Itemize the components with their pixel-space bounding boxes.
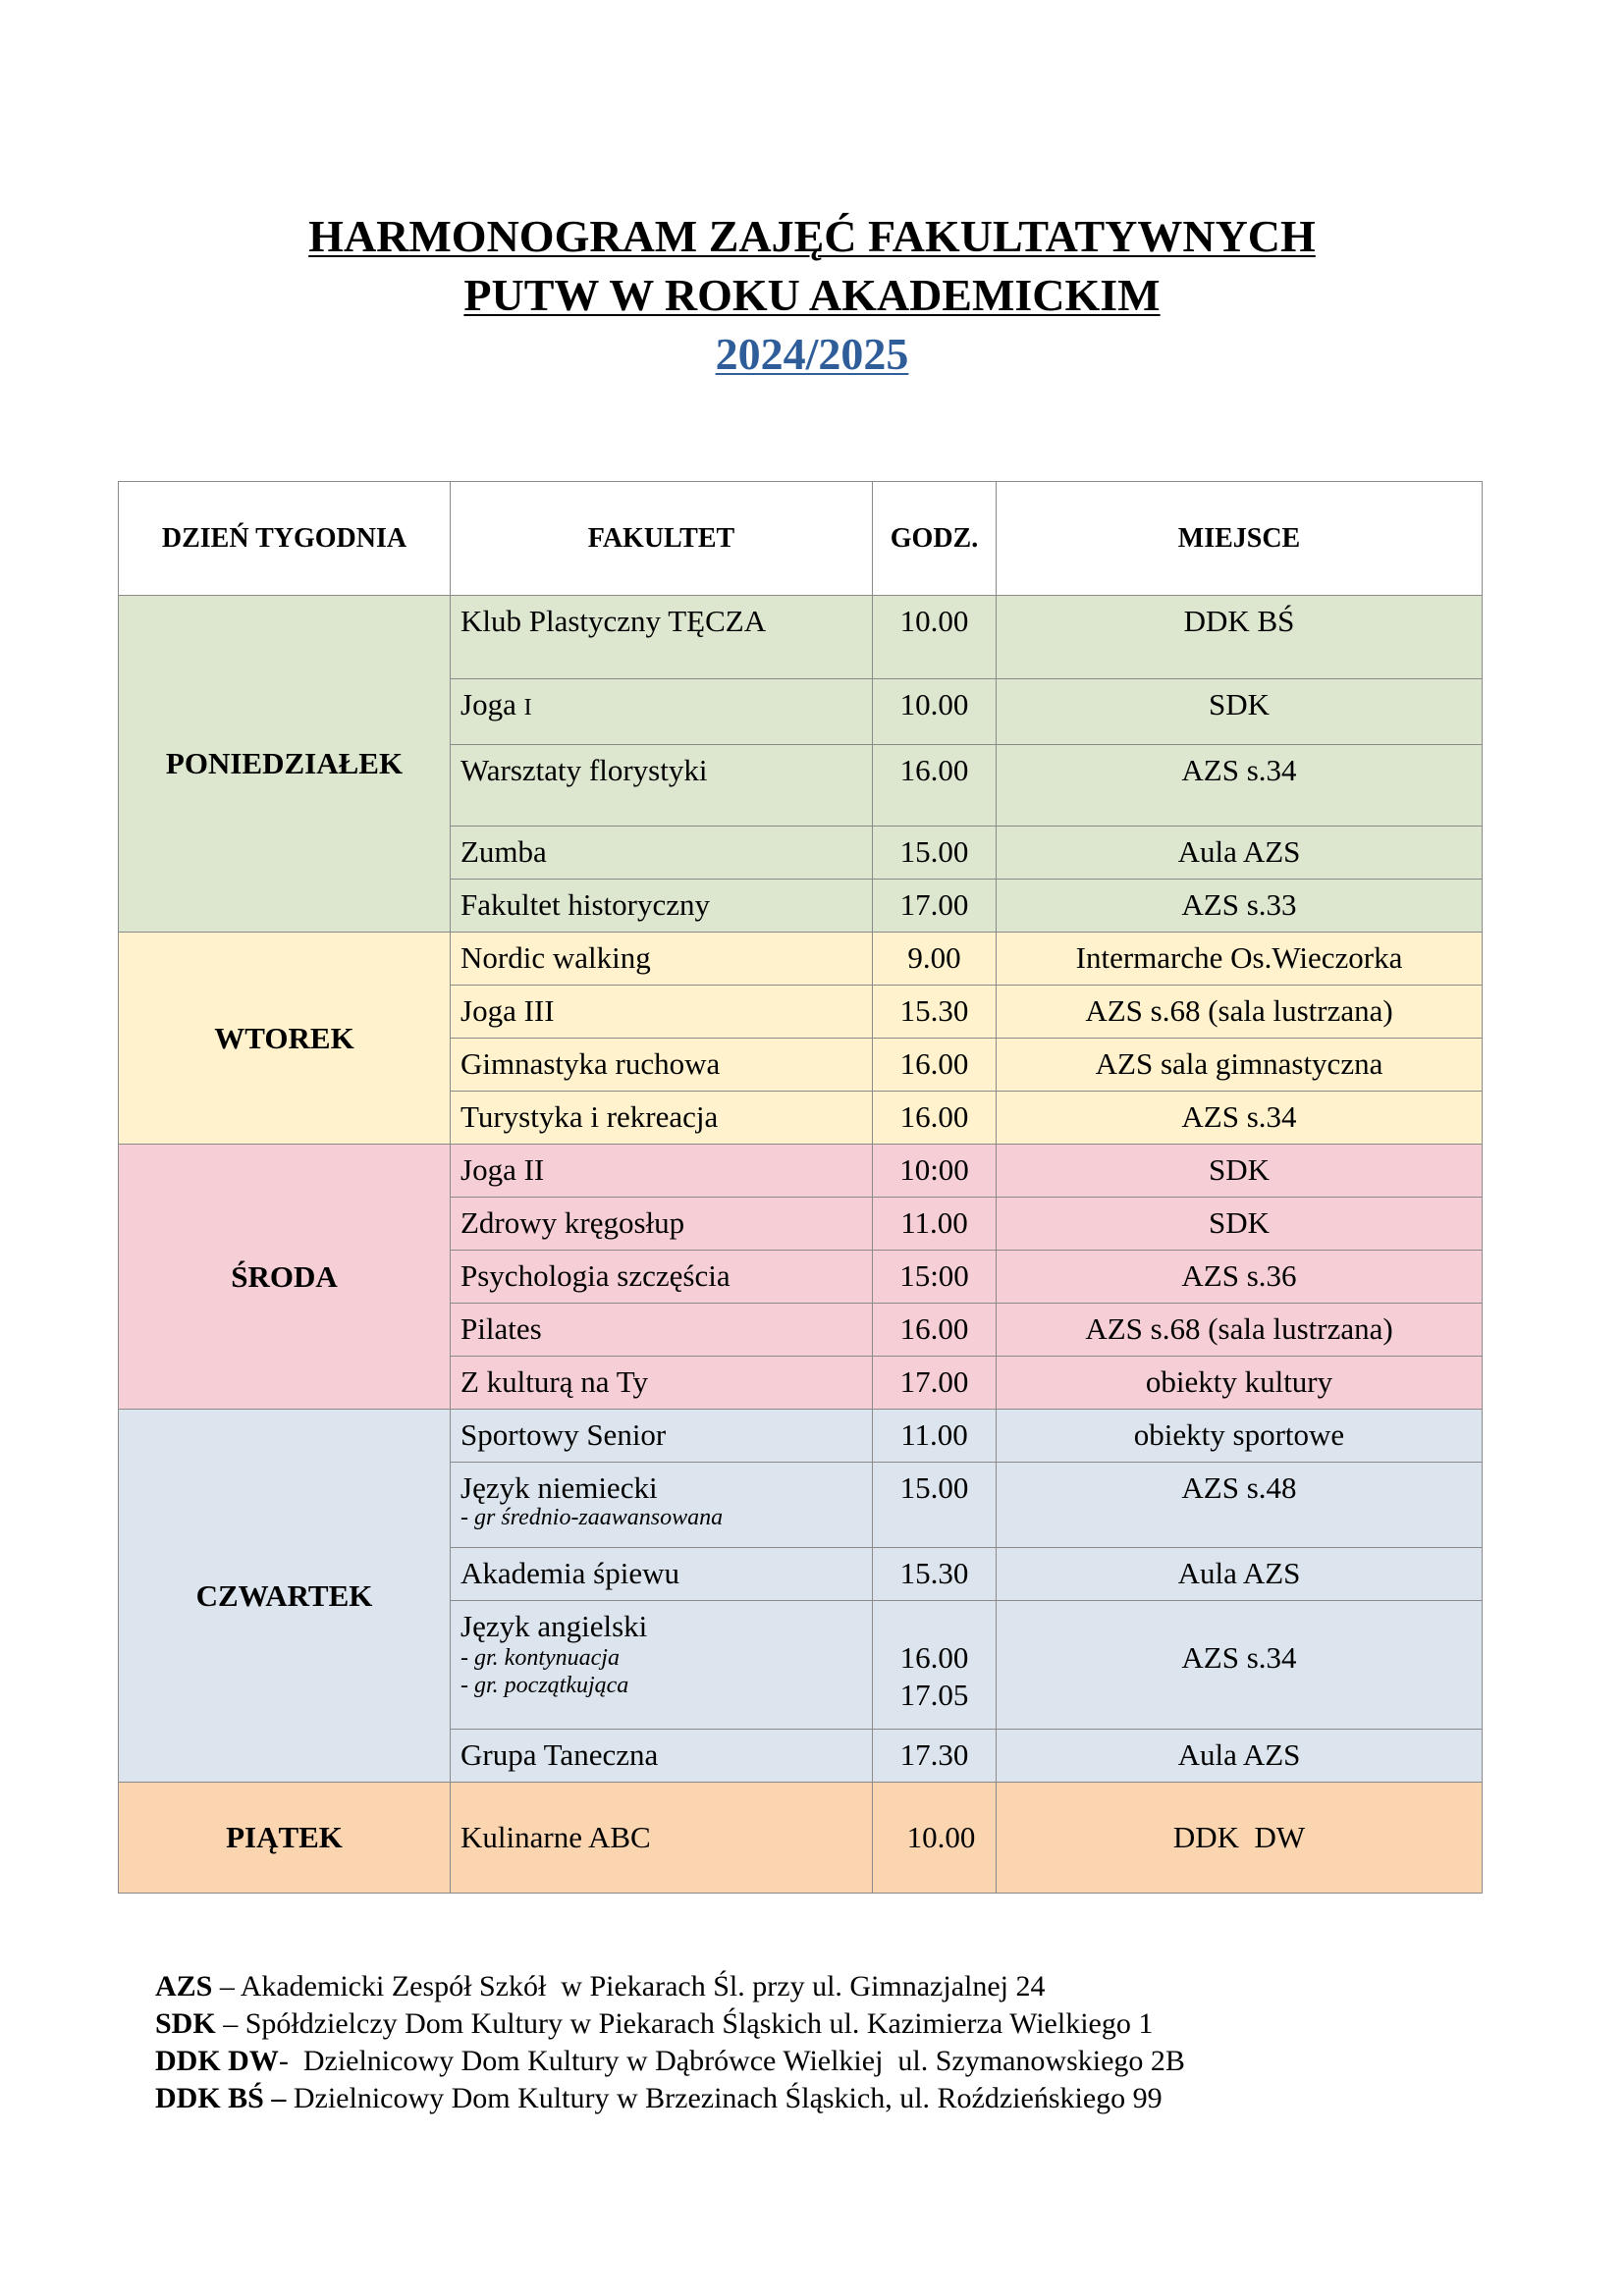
legend-text: Dzielnicowy Dom Kultury w Brzezinach Śląskich, ul. Roździeńskiego 99 xyxy=(286,2082,1163,2114)
hour-cell: 11.00 xyxy=(873,1198,997,1251)
hour-value: 17.05 xyxy=(899,1678,969,1712)
faculty-name: Język niemiecki xyxy=(460,1470,658,1505)
faculty-cell: Joga II xyxy=(451,1145,873,1198)
place-cell: AZS s.34 xyxy=(997,745,1483,827)
place-cell: Aula AZS xyxy=(997,1548,1483,1601)
faculty-cell: Joga III xyxy=(451,986,873,1039)
faculty-name: Joga xyxy=(460,687,516,721)
faculty-name: Język angielski xyxy=(460,1609,648,1643)
place-cell: AZS s.34 xyxy=(997,1092,1483,1145)
hour-value: 16.00 xyxy=(899,1640,969,1675)
legend-abbr: DDK DW xyxy=(155,2045,279,2077)
place-cell: AZS s.48 xyxy=(997,1463,1483,1548)
header-day: DZIEŃ TYGODNIA xyxy=(119,482,451,596)
hour-cell: 10:00 xyxy=(873,1145,997,1198)
faculty-cell xyxy=(451,679,873,745)
document-year: 2024/2025 xyxy=(715,329,909,379)
table-row xyxy=(119,596,1483,679)
document-title-line-1: HARMONOGRAM ZAJĘĆ FAKULTATYWNYCH xyxy=(308,211,1316,261)
day-monday: PONIEDZIAŁEK xyxy=(119,596,451,933)
legend-item xyxy=(155,2005,1185,2043)
faculty-cell: Kulinarne ABC xyxy=(451,1783,873,1894)
faculty-cell: Zdrowy kręgosłup xyxy=(451,1198,873,1251)
legend-item xyxy=(155,2080,1185,2117)
faculty-cell: Warsztaty florystyki xyxy=(451,745,873,827)
hour-cell: 15.30 xyxy=(873,1548,997,1601)
hour-cell: 9.00 xyxy=(873,933,997,986)
faculty-cell: Klub Plastyczny TĘCZA xyxy=(451,596,873,679)
place-cell: AZS s.34 xyxy=(997,1601,1483,1730)
place-cell: DDK DW xyxy=(997,1783,1483,1894)
faculty-suffix: I xyxy=(523,695,532,721)
table-row xyxy=(119,933,1483,986)
schedule-table xyxy=(118,481,1483,1894)
place-cell: AZS s.68 (sala lustrzana) xyxy=(997,986,1483,1039)
hour-cell xyxy=(873,1601,997,1730)
place-cell: Aula AZS xyxy=(997,1730,1483,1783)
place-cell: Aula AZS xyxy=(997,827,1483,880)
place-cell: obiekty sportowe xyxy=(997,1410,1483,1463)
day-friday: PIĄTEK xyxy=(119,1783,451,1894)
legend-abbr: DDK BŚ – xyxy=(155,2082,287,2114)
faculty-cell: Turystyka i rekreacja xyxy=(451,1092,873,1145)
legend-text: - Dzielnicowy Dom Kultury w Dąbrówce Wielkiej ul. Szymanowskiego 2B xyxy=(278,2045,1185,2077)
day-thursday: CZWARTEK xyxy=(119,1410,451,1783)
hour-cell: 16.00 xyxy=(873,1304,997,1357)
place-cell: SDK xyxy=(997,1145,1483,1198)
document-title-line-2: PUTW W ROKU AKADEMICKIM xyxy=(463,270,1161,320)
hour-cell: 11.00 xyxy=(873,1410,997,1463)
hour-cell: 15.00 xyxy=(873,1463,997,1548)
legend-abbr: AZS xyxy=(155,1970,213,2002)
faculty-cell xyxy=(451,1463,873,1548)
header-faculty: FAKULTET xyxy=(451,482,873,596)
faculty-cell: Psychologia szczęścia xyxy=(451,1251,873,1304)
faculty-cell: Grupa Taneczna xyxy=(451,1730,873,1783)
place-cell: obiekty kultury xyxy=(997,1357,1483,1410)
hour-cell: 15.00 xyxy=(873,827,997,880)
faculty-cell: Sportowy Senior xyxy=(451,1410,873,1463)
place-cell: SDK xyxy=(997,679,1483,745)
hour-cell: 16.00 xyxy=(873,1039,997,1092)
hour-cell: 17.00 xyxy=(873,1357,997,1410)
table-row xyxy=(119,1145,1483,1198)
legend-item xyxy=(155,2043,1185,2080)
header-place: MIEJSCE xyxy=(997,482,1483,596)
faculty-cell: Z kulturą na Ty xyxy=(451,1357,873,1410)
faculty-cell xyxy=(451,1601,873,1730)
table-row xyxy=(119,1783,1483,1894)
group-note: - gr. początkująca xyxy=(460,1673,629,1698)
header-hour: GODZ. xyxy=(873,482,997,596)
faculty-cell: Pilates xyxy=(451,1304,873,1357)
faculty-cell: Gimnastyka ruchowa xyxy=(451,1039,873,1092)
group-note: - gr. kontynuacja xyxy=(460,1645,620,1671)
faculty-cell: Nordic walking xyxy=(451,933,873,986)
place-cell: DDK BŚ xyxy=(997,596,1483,679)
legend-text: – Spółdzielczy Dom Kultury w Piekarach Śląskich ul. Kazimierza Wielkiego 1 xyxy=(215,2007,1154,2040)
legend-abbr: SDK xyxy=(155,2007,216,2040)
hour-cell: 16.00 xyxy=(873,1092,997,1145)
legend-text: – Akademicki Zespół Szkół w Piekarach Śl. przy ul. Gimnazjalnej 24 xyxy=(212,1970,1046,2002)
place-cell: SDK xyxy=(997,1198,1483,1251)
place-cell: Intermarche Os.Wieczorka xyxy=(997,933,1483,986)
hour-cell: 10.00 xyxy=(873,596,997,679)
place-cell: AZS s.33 xyxy=(997,880,1483,933)
hour-cell: 10.00 xyxy=(873,1783,997,1894)
place-cell: AZS sala gimnastyczna xyxy=(997,1039,1483,1092)
legend-item xyxy=(155,1968,1185,2005)
day-wednesday: ŚRODA xyxy=(119,1145,451,1410)
hour-cell: 17.00 xyxy=(873,880,997,933)
hour-cell: 15:00 xyxy=(873,1251,997,1304)
hour-cell: 10.00 xyxy=(873,679,997,745)
table-header-row xyxy=(119,482,1483,596)
table-row xyxy=(119,1410,1483,1463)
day-tuesday: WTOREK xyxy=(119,933,451,1145)
faculty-cell: Zumba xyxy=(451,827,873,880)
hour-cell: 15.30 xyxy=(873,986,997,1039)
hour-cell: 16.00 xyxy=(873,745,997,827)
abbreviations-legend xyxy=(155,1968,1185,2117)
faculty-cell: Akademia śpiewu xyxy=(451,1548,873,1601)
group-note: - gr średnio-zaawansowana xyxy=(460,1505,724,1530)
place-cell: AZS s.36 xyxy=(997,1251,1483,1304)
hour-cell: 17.30 xyxy=(873,1730,997,1783)
faculty-cell: Fakultet historyczny xyxy=(451,880,873,933)
place-cell: AZS s.68 (sala lustrzana) xyxy=(997,1304,1483,1357)
